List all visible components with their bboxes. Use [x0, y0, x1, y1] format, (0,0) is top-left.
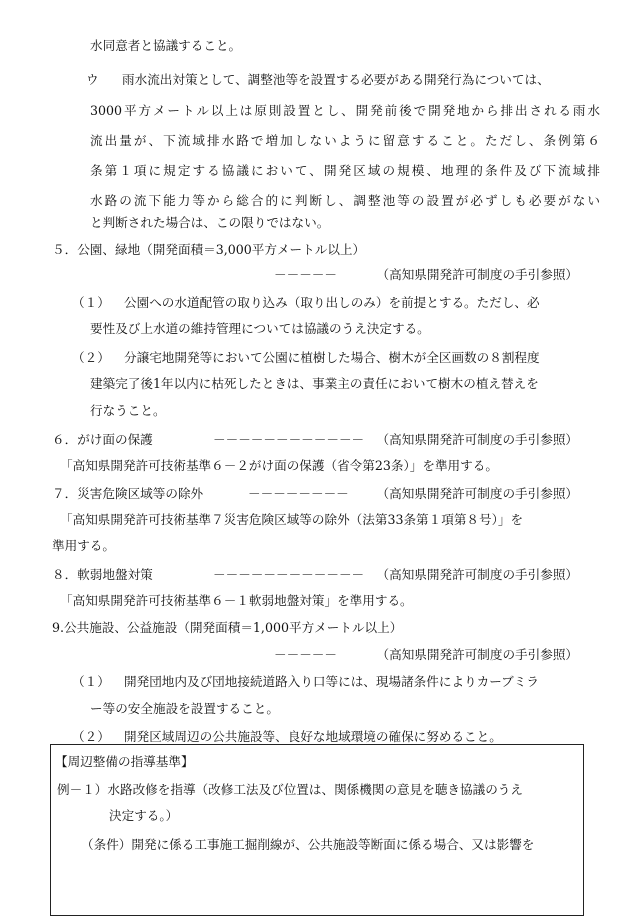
section-8-body: 「高知県開発許可技術基準６－１軟弱地盤対策」を準用する。: [60, 593, 413, 608]
sec5-item-1-line-2: 要性及び上水道の維持管理については協議のうえ決定する。: [90, 321, 430, 336]
item-u-line-6: と判断された場合は、この限りではない。: [90, 215, 330, 230]
item-u-line-4: 条第１項に規定する協議において、開発区域の規模、地理的条件及び下流域排: [90, 163, 600, 178]
sec5-item-2-line-3: 行なうこと。: [90, 403, 166, 418]
sec5-item-2-label: （２）: [72, 350, 110, 365]
section-9-heading: 9.公共施設、公益施設（開発面積＝1,000平方メートル以上）: [52, 620, 403, 635]
sec9-item-1-label: （１）: [72, 674, 110, 689]
section-9-ref-dash: －－－－－: [274, 647, 337, 662]
guideline-example-1-line-2: 決定する。）: [109, 808, 179, 823]
section-5-ref-dash: －－－－－: [274, 267, 337, 282]
sec5-item-2-line-2: 建築完了後1年以内に枯死したときは、事業主の責任において樹木の植え替えを: [90, 376, 539, 391]
sec9-item-1-line-2: ー等の安全施設を設置すること。: [90, 701, 279, 716]
section-7-heading: ７．災害危険区域等の除外: [52, 486, 204, 501]
item-u-line-1: 雨水流出対策として、調整池等を設置する必要がある開発行為については、: [122, 72, 550, 87]
section-6-heading: ６．がけ面の保護: [52, 432, 153, 447]
sec9-item-1-line-1: 開発団地内及び団地接続道路入り口等には、現場諸条件によりカーブミラ: [124, 674, 539, 689]
guideline-box-title: 【周辺整備の指導基準】: [55, 754, 194, 769]
sec9-item-2-line-1: 開発区域周辺の公共施設等、良好な地域環境の確保に努めること。: [124, 729, 502, 744]
section-5-ref: （高知県開発許可制度の手引参照）: [376, 267, 578, 282]
sec5-item-1-label: （１）: [72, 295, 110, 310]
section-9-ref: （高知県開発許可制度の手引参照）: [376, 647, 578, 662]
guideline-example-1-line-1: 例－１）水路改修を指導（改修工法及び位置は、関係機関の意見を聴き協議のうえ: [57, 782, 523, 797]
section-7-ref: （高知県開発許可制度の手引参照）: [376, 486, 578, 501]
item-u-label: ウ: [86, 72, 99, 87]
guideline-box: [50, 744, 584, 916]
section-6-ref: （高知県開発許可制度の手引参照）: [376, 432, 578, 447]
section-6-dash: －－－－－－－－－－－－: [213, 432, 365, 447]
section-5-heading: ５．公園、緑地（開発面積＝3,000平方メートル以上）: [52, 242, 366, 257]
sec5-item-2-line-1: 分譲宅地開発等において公園に植樹した場合、樹木が全区画数の８割程度: [124, 350, 540, 365]
section-7-dash: －－－－－－－－: [248, 486, 349, 501]
sec4-continued-line: 水同意者と協議すること。: [90, 38, 242, 53]
item-u-line-2: 3000平方メートル以上は原則設置とし、開発前後で開発地から排出される雨水: [90, 103, 600, 118]
sec9-item-2-label: （２）: [72, 729, 110, 744]
section-6-body: 「高知県開発許可技術基準６－２がけ面の保護（省令第23条）」を準用する。: [60, 458, 498, 473]
item-u-line-5: 水路の流下能力等から総合的に判断し、調整池等の設置が必ずしも必要がない: [90, 193, 601, 208]
sec5-item-1-line-1: 公園への水道配管の取り込み（取り出しのみ）を前提とする。ただし、必: [124, 295, 540, 310]
guideline-condition: （条件）開発に係る工事施工掘削線が、公共施設等断面に係る場合、又は影響を: [81, 837, 535, 852]
section-7-body-line-2: 準用する。: [52, 538, 115, 553]
section-8-heading: ８．軟弱地盤対策: [52, 567, 153, 582]
section-8-ref: （高知県開発許可制度の手引参照）: [376, 567, 578, 582]
item-u-line-3: 流出量が、下流域排水路で増加しないように留意すること。ただし、条例第６: [90, 133, 600, 148]
section-7-body-line-1: 「高知県開発許可技術基準７災害危険区域等の除外（法第33条第１項第８号）」を: [60, 512, 524, 527]
section-8-dash: －－－－－－－－－－－－: [213, 567, 365, 582]
